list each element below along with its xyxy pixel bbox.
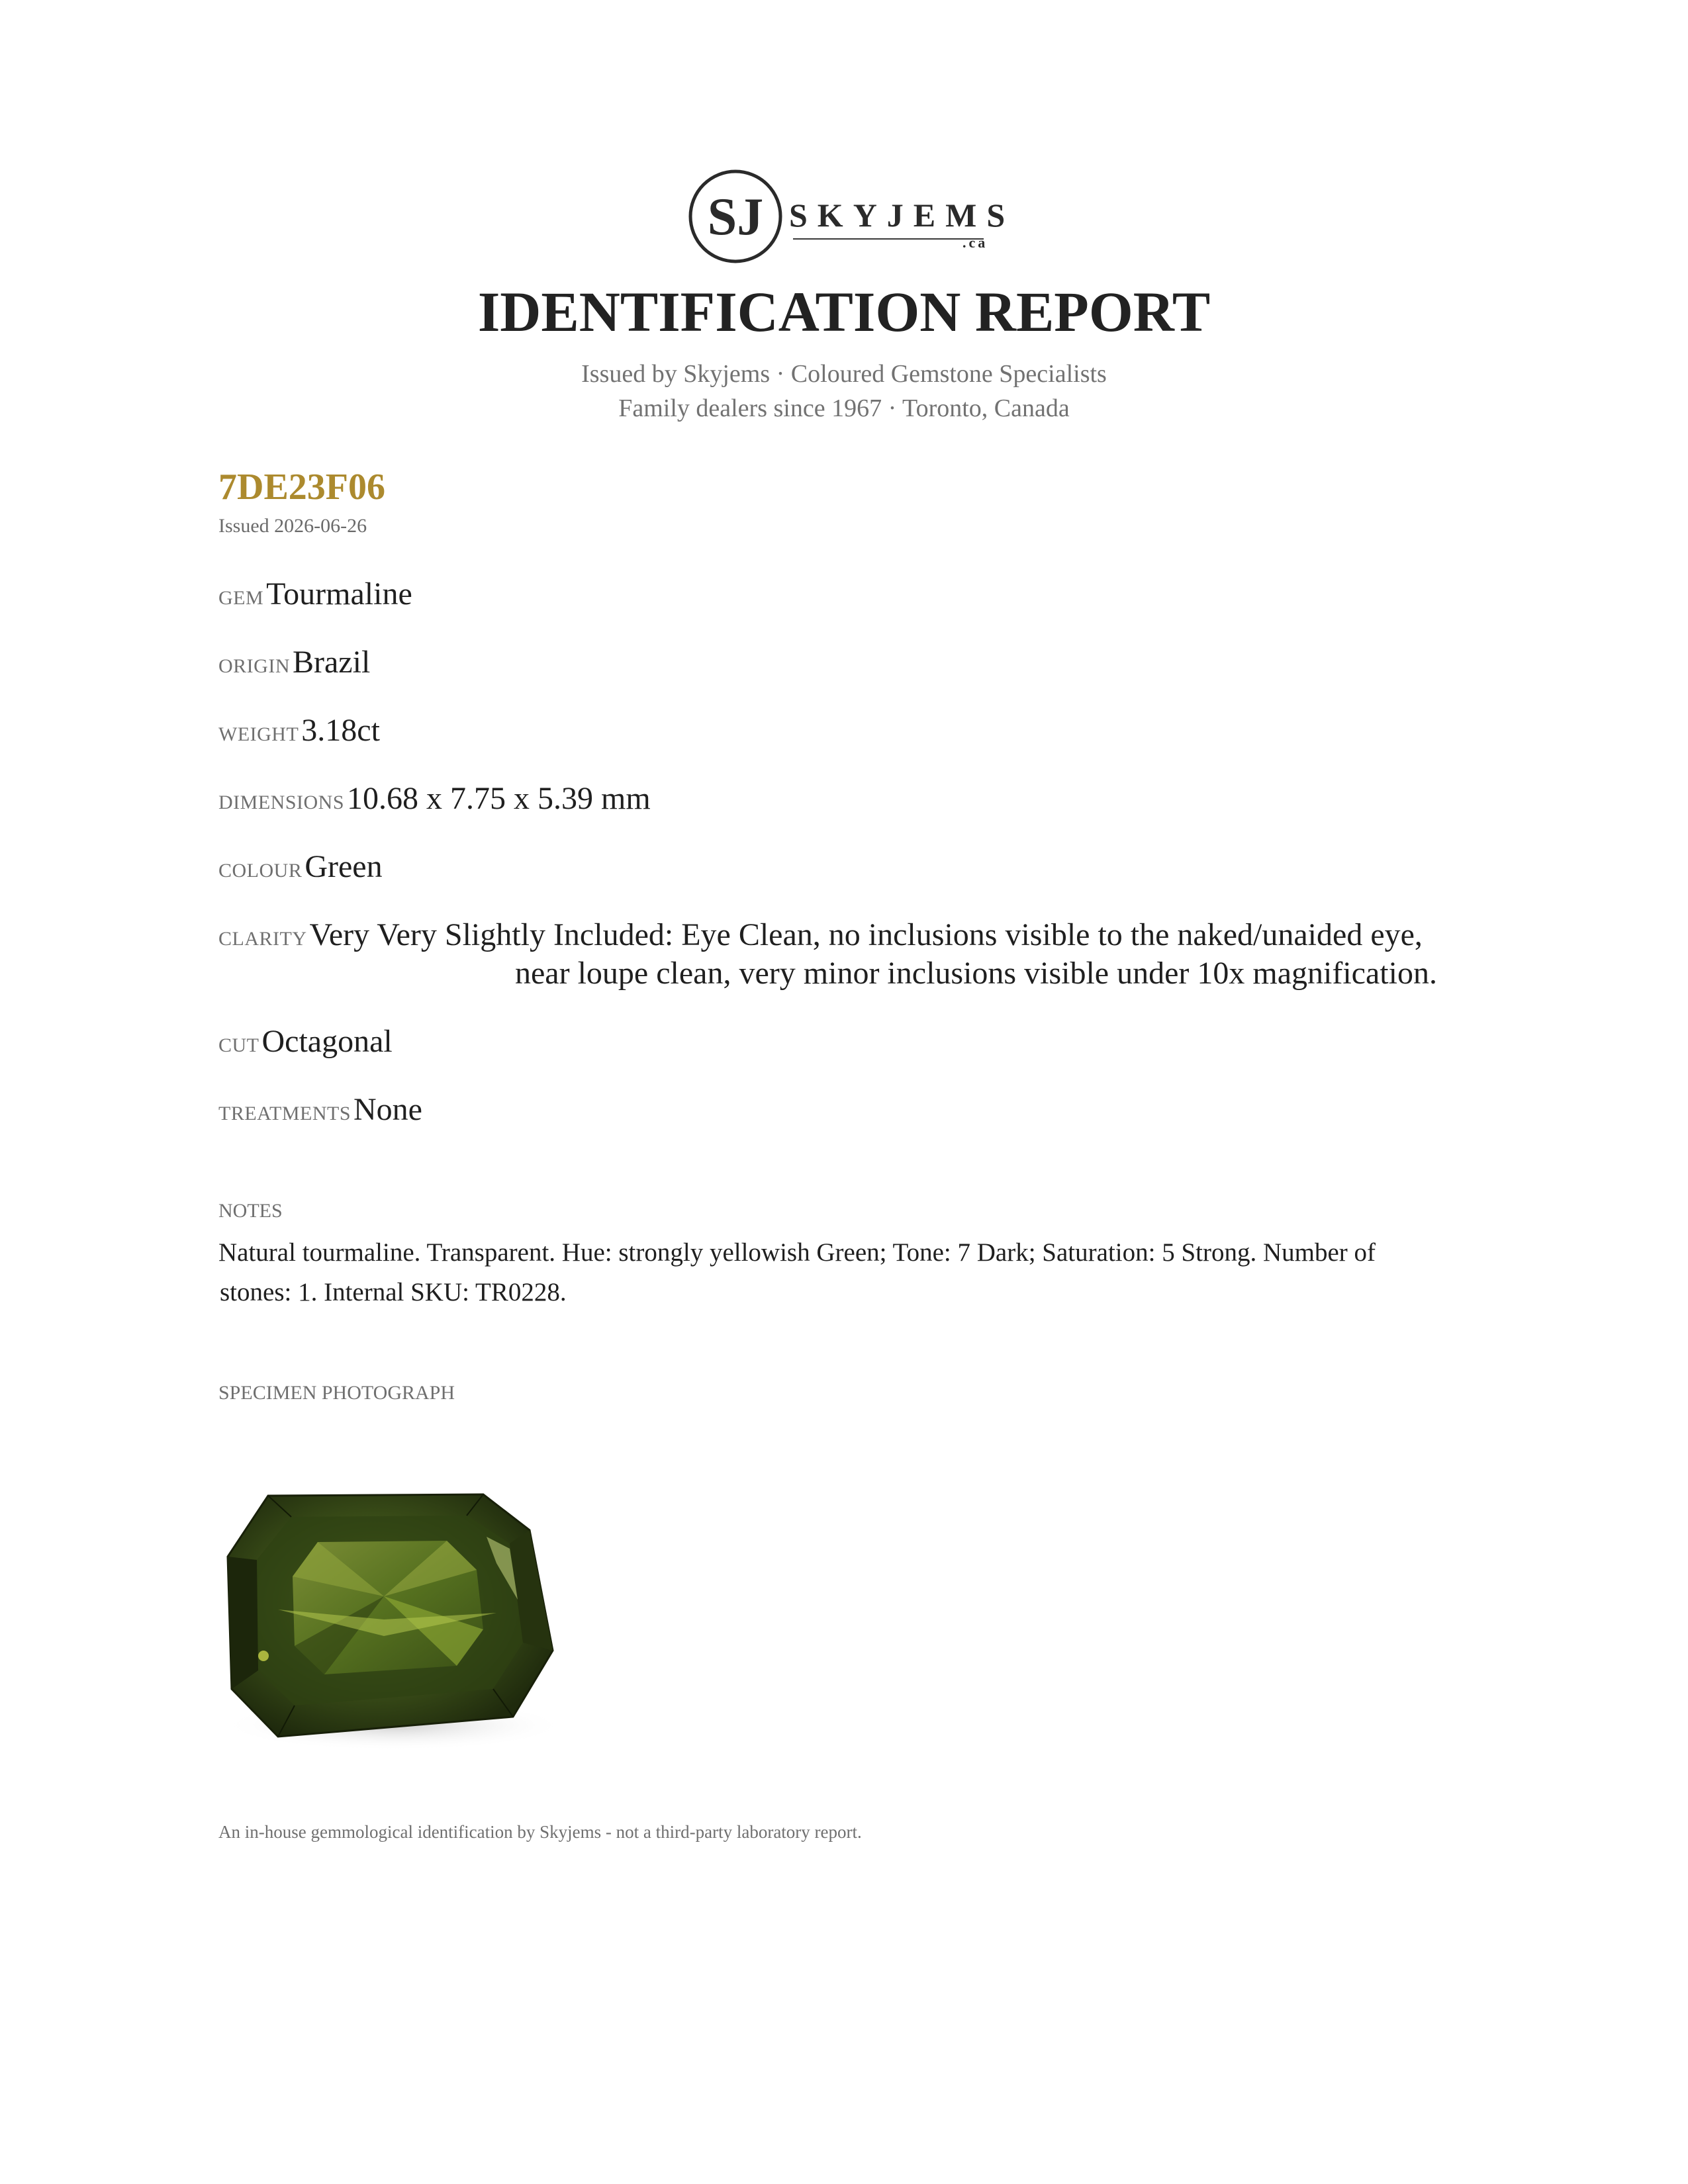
field-dimensions (218, 783, 651, 815)
field-label: ORIGIN (218, 655, 290, 677)
field-cut (218, 1026, 393, 1058)
subtitle-line-2: Family dealers since 1967 · Toronto, Canada (618, 394, 1070, 422)
notes-text-line-2: stones: 1. Internal SKU: TR0228. (220, 1278, 567, 1306)
footer-disclaimer: An in-house gemmological identification by Skyjems - not a third-party laboratory report. (218, 1822, 862, 1842)
field-value: 10.68 x 7.75 x 5.39 mm (347, 781, 651, 816)
field-label: GEM (218, 587, 264, 609)
field-origin (218, 647, 370, 678)
sj-monogram-icon (686, 167, 785, 266)
subtitle-line-1: Issued by Skyjems · Coloured Gemstone Specialists (581, 360, 1107, 388)
photo-label: SPECIMEN PHOTOGRAPH (218, 1382, 455, 1404)
brand-underline (793, 238, 984, 240)
brand-logo (686, 167, 1015, 266)
field-value: Tourmaline (266, 576, 412, 612)
field-gem (218, 578, 412, 610)
field-colour (218, 851, 383, 883)
field-value: Green (305, 849, 383, 884)
specimen-photograph (218, 1477, 569, 1755)
notes-text-line-1: Natural tourmaline. Transparent. Hue: strongly yellowish Green; Tone: 7 Dark; Saturation: 5 Strong. Number of (218, 1238, 1376, 1267)
brand-name: SKYJEMS (789, 197, 1015, 234)
field-value: Very Very Slightly Included: Eye Clean, no inclusions visible to the naked/unaided eye, (309, 917, 1423, 952)
field-value: Octagonal (261, 1024, 393, 1059)
brand-suffix: .ca (962, 234, 988, 251)
field-value: 3.18ct (301, 713, 380, 748)
field-label: COLOUR (218, 860, 303, 882)
issued-date: Issued 2026-06-26 (218, 515, 367, 537)
report-title: IDENTIFICATION REPORT (477, 280, 1211, 343)
field-weight (218, 715, 380, 747)
field-label: WEIGHT (218, 723, 299, 745)
field-label: TREATMENTS (218, 1103, 351, 1124)
clarity-continuation: near loupe clean, very minor inclusions visible under 10x magnification. (515, 956, 1437, 991)
notes-label: NOTES (218, 1200, 283, 1222)
field-label: DIMENSIONS (218, 792, 345, 813)
field-label: CUT (218, 1034, 259, 1056)
field-value: None (353, 1092, 422, 1127)
field-clarity (218, 919, 1423, 951)
report-id: 7DE23F06 (218, 467, 385, 508)
field-value: Brazil (293, 645, 371, 680)
monogram-text: SJ (707, 188, 764, 246)
field-treatments (218, 1094, 422, 1126)
field-label: CLARITY (218, 928, 307, 950)
